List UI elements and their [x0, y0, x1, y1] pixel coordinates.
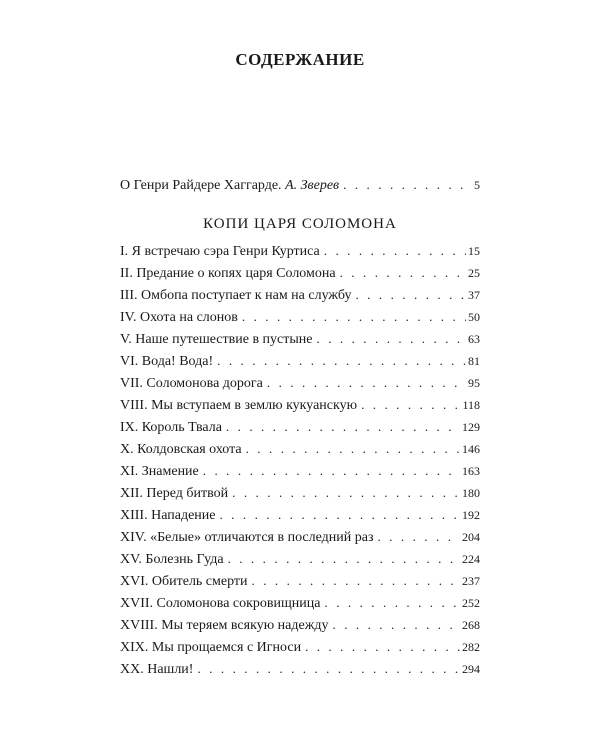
dot-leader — [197, 659, 460, 679]
toc-entry-chapter — [120, 241, 480, 261]
toc-entry-preface — [120, 175, 480, 195]
toc-entry-chapter — [120, 593, 480, 613]
toc-entry-chapter — [120, 461, 480, 481]
toc-entry-label: XV. Болезнь Гуда — [120, 552, 224, 567]
toc-page-number: 163 — [462, 464, 480, 478]
toc-entry-label: XIX. Мы прощаемся с Игноси — [120, 640, 302, 655]
toc-entry-label: VII. Соломонова дорога — [120, 376, 263, 391]
dot-leader — [340, 263, 466, 283]
toc-entry-label: IV. Охота на слонов — [120, 310, 238, 325]
toc-entry-label: VIII. Мы вступаем в землю кукуанскую — [120, 398, 358, 413]
dot-leader — [355, 285, 466, 305]
section-heading: КОПИ ЦАРЯ СОЛОМОНА — [203, 216, 397, 232]
toc-entry-label: XVI. Обитель смерти — [120, 574, 248, 589]
dot-leader — [305, 637, 460, 657]
toc-page-number: 146 — [462, 442, 480, 456]
toc-page-number: 237 — [462, 574, 480, 588]
toc-entry-label: III. Омбопа поступает к нам на службу — [120, 288, 352, 303]
toc-entry-label: XII. Перед битвой — [120, 486, 229, 501]
toc-page-number: 15 — [468, 244, 480, 258]
toc-entry-chapter — [120, 615, 480, 635]
preface-title: О Генри Райдере Хаггарде. — [120, 178, 286, 193]
dot-leader — [317, 329, 467, 349]
toc-page-number: 95 — [468, 376, 480, 390]
toc-entry-chapter — [120, 549, 480, 569]
dot-leader — [219, 505, 460, 525]
toc-page-number: 5 — [474, 178, 480, 192]
toc-page-number: 50 — [468, 310, 480, 324]
toc-page-number: 204 — [462, 530, 480, 544]
toc-entry-chapter — [120, 483, 480, 503]
dot-leader — [252, 571, 460, 591]
dot-leader — [325, 593, 461, 613]
toc-page-number: 180 — [462, 486, 480, 500]
toc-entry-chapter — [120, 263, 480, 283]
toc-entry-label: II. Предание о копях царя Соломона — [120, 266, 336, 281]
dot-leader — [226, 417, 460, 437]
dot-leader — [333, 615, 461, 635]
toc-entry-label: I. Я встречаю сэра Генри Куртиса — [120, 244, 320, 259]
toc-entry-chapter — [120, 285, 480, 305]
toc-entry-chapter — [120, 659, 480, 679]
toc-entry-label: XVII. Соломонова сокровищница — [120, 596, 321, 611]
dot-leader — [378, 527, 461, 547]
toc-page-number: 118 — [462, 398, 480, 412]
page-title: СОДЕРЖАНИЕ — [235, 50, 365, 69]
dot-leader — [228, 549, 460, 569]
toc-page-number: 63 — [468, 332, 480, 346]
toc-entry-label: XI. Знамение — [120, 464, 199, 479]
preface-author: А. Зверев — [285, 178, 340, 193]
toc-page-number: 37 — [468, 288, 480, 302]
toc-page-number: 224 — [462, 552, 480, 566]
dot-leader — [242, 307, 466, 327]
toc-page-number: 282 — [462, 640, 480, 654]
toc-page-number: 81 — [468, 354, 480, 368]
toc-entry-chapter — [120, 637, 480, 657]
toc-page-number: 192 — [462, 508, 480, 522]
toc-page-number: 294 — [462, 662, 480, 676]
toc-entry-chapter — [120, 351, 480, 371]
dot-leader — [246, 439, 460, 459]
toc-entry-label: XIII. Нападение — [120, 508, 216, 523]
toc-page-number: 25 — [468, 266, 480, 280]
toc-page-number: 129 — [462, 420, 480, 434]
toc-entry-chapter — [120, 527, 480, 547]
toc-entry-label: V. Наше путешествие в пустыне — [120, 332, 313, 347]
toc-entry-label: X. Колдовская охота — [120, 442, 242, 457]
toc-entry-chapter — [120, 373, 480, 393]
toc-entry-label: XX. Нашли! — [120, 662, 194, 677]
dot-leader — [203, 461, 460, 481]
toc-entry-chapter — [120, 439, 480, 459]
toc-entry-chapter — [120, 571, 480, 591]
toc-entry-chapter — [120, 307, 480, 327]
dot-leader — [232, 483, 460, 503]
toc-entry-chapter — [120, 329, 480, 349]
toc-entry-label: XIV. «Белые» отличаются в последний раз — [120, 530, 374, 545]
toc-entry-chapter — [120, 395, 480, 415]
toc-entry-label: IX. Король Твала — [120, 420, 222, 435]
toc-entry-label: XVIII. Мы теряем всякую надежду — [120, 618, 329, 633]
toc-page-number: 268 — [462, 618, 480, 632]
dot-leader — [361, 395, 460, 415]
toc-entry-label: VI. Вода! Вода! — [120, 354, 214, 369]
toc-entry-chapter — [120, 505, 480, 525]
dot-leader — [267, 373, 466, 393]
toc-entry-label — [120, 176, 339, 196]
dot-leader — [343, 175, 472, 195]
toc-page-number: 252 — [462, 596, 480, 610]
toc-entry-chapter — [120, 417, 480, 437]
dot-leader — [217, 351, 466, 371]
dot-leader — [324, 241, 466, 261]
